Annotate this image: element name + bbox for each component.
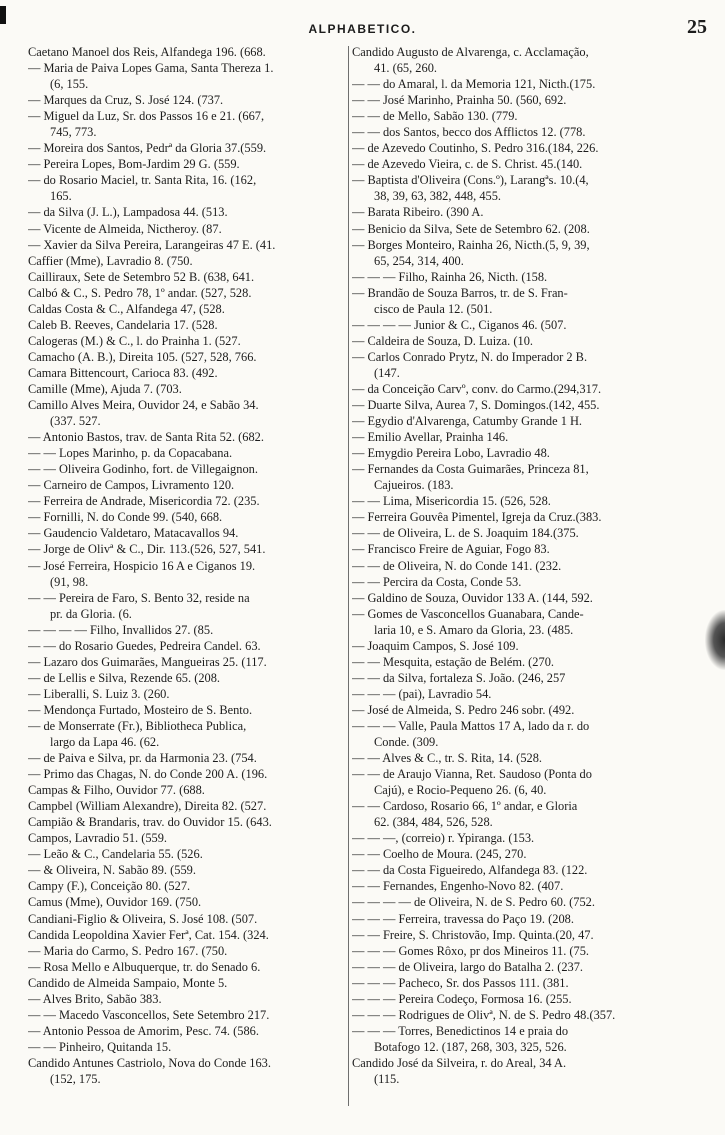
page-edge-mark — [705, 610, 725, 670]
directory-entry-line: — Borges Monteiro, Rainha 26, Nicth.(5, 9, 39, — [352, 237, 590, 252]
directory-entry-line: — Carlos Conrado Prytz, N. do Imperador 2 B. — [352, 349, 588, 364]
directory-entry-line: — Barata Ribeiro. (390 A. — [352, 205, 484, 220]
directory-entry-line: — — — Filho, Rainha 26, Nicth. (158. — [352, 269, 548, 284]
directory-entry-line: — — — Ferreira, travessa do Paço 19. (208. — [352, 911, 574, 926]
directory-entry-line: — — do Amaral, l. da Memoria 121, Nicth.(175. — [352, 77, 596, 92]
directory-entry-line: — — Coelho de Moura. (245, 270. — [352, 847, 527, 862]
directory-entry-line: — Alves Brito, Sabão 383. — [28, 991, 162, 1006]
directory-entry-line: Caleb B. Reeves, Candelaria 17. (528. — [28, 317, 218, 332]
column-divider — [348, 46, 349, 1106]
directory-entry-line: — — — — de Oliveira, N. de S. Pedro 60. (752. — [352, 895, 595, 910]
directory-entry-line: — Moreira dos Santos, Pedrª da Gloria 37.(559. — [28, 141, 267, 156]
directory-entry-line: Camus (Mme), Ouvidor 169. (750. — [28, 895, 202, 910]
directory-entry-line: Campbel (William Alexandre), Direita 82. (527. — [28, 799, 267, 814]
directory-entry-line: — Antonio Pessoa de Amorim, Pesc. 74. (586. — [28, 1023, 259, 1038]
directory-entry-line: Candiani-Figlio & Oliveira, S. José 108. (507. — [28, 911, 258, 926]
directory-entry-line: — Rosa Mello e Albuquerque, tr. do Senado 6. — [28, 959, 261, 974]
directory-entry-line: — Francisco Freire de Aguiar, Fogo 83. — [352, 542, 550, 557]
directory-entry-line: Calbó & C., S. Pedro 78, 1º andar. (527, 528. — [28, 285, 252, 300]
directory-entry-line: Candido de Almeida Sampaio, Monte 5. — [28, 975, 228, 990]
directory-entry-line: — Lazaro dos Guimarães, Mangueiras 25. (117. — [28, 654, 267, 669]
directory-entry-line: — de Azevedo Coutinho, S. Pedro 316.(184, 226. — [352, 141, 599, 156]
directory-entry-line: — Emygdio Pereira Lobo, Lavradio 48. — [352, 446, 550, 461]
directory-entry-continuation: (115. — [374, 1072, 400, 1086]
directory-entry-continuation: 165. — [50, 189, 72, 204]
directory-entry-line: — — de Oliveira, L. de S. Joaquim 184.(375. — [352, 526, 579, 541]
directory-entry-continuation: Cajú), e Rocio-Pequeno 26. (6, 40. — [374, 783, 547, 798]
directory-entry-line: — Mendonça Furtado, Mosteiro de S. Bento. — [28, 702, 253, 717]
directory-entry-line: — — — de Oliveira, largo do Batalha 2. (237. — [352, 959, 584, 974]
directory-entry-line: Campas & Filho, Ouvidor 77. (688. — [28, 783, 205, 798]
directory-entry-line: — Joaquim Campos, S. José 109. — [352, 638, 519, 653]
directory-entry-line: — — Oliveira Godinho, fort. de Villegaignon. — [28, 462, 258, 477]
directory-entry-line: Candido Augusto de Alvarenga, c. Acclamação, — [352, 45, 589, 59]
directory-entry-line: — — Alves & C., tr. S. Rita, 14. (528. — [352, 751, 542, 766]
directory-entry-line: Cailliraux, Sete de Setembro 52 B. (638, 641. — [28, 269, 255, 284]
directory-entry-continuation: 41. (65, 260. — [374, 61, 437, 76]
directory-entry-line: — — — Valle, Paula Mattos 17 A, lado da r. do — [352, 718, 590, 733]
directory-entry-line: — Gomes de Vasconcellos Guanabara, Cande- — [352, 606, 584, 621]
directory-entry-line: — Xavier da Silva Pereira, Larangeiras 47 E. (41. — [28, 237, 276, 252]
directory-entry-continuation: cisco de Paula 12. (501. — [374, 301, 493, 316]
directory-entry-line: — — José Marinho, Prainha 50. (560, 692. — [352, 93, 567, 108]
directory-entry-line: — Fornilli, N. do Conde 99. (540, 668. — [28, 510, 223, 525]
directory-entry-line: Camille (Mme), Ajuda 7. (703. — [28, 381, 182, 396]
directory-entry-line: — — — — Filho, Invallidos 27. (85. — [28, 622, 214, 637]
directory-entry-continuation: laria 10, e S. Amaro da Gloria, 23. (485. — [374, 622, 574, 637]
directory-entry-line: — Liberalli, S. Luiz 3. (260. — [28, 686, 170, 701]
directory-entry-continuation: 745, 773. — [50, 125, 97, 140]
directory-entry-line: — — Percira da Costa, Conde 53. — [352, 574, 522, 589]
directory-entry-line: — José Ferreira, Hospicio 16 A e Ciganos 19. — [28, 558, 256, 573]
directory-entry-continuation: (147. — [374, 365, 400, 380]
directory-entry-line: — Gaudencio Valdetaro, Matacavallos 94. — [28, 526, 239, 541]
directory-entry-line: — Marques da Cruz, S. José 124. (737. — [28, 93, 224, 108]
directory-entry-line: — de Paiva e Silva, pr. da Harmonia 23. (754. — [28, 751, 257, 766]
directory-entry-line: — Benicio da Silva, Sete de Setembro 62. (208. — [352, 221, 590, 236]
left-column — [28, 44, 344, 1087]
directory-entry-line: — & Oliveira, N. Sabão 89. (559. — [28, 863, 196, 878]
directory-entry-line: — Caldeira de Souza, D. Luiza. (10. — [352, 333, 533, 348]
directory-entry-line: — Baptista d'Oliveira (Cons.º), Larangªs. 10.(4, — [352, 173, 589, 188]
directory-entry-line: — — Lopes Marinho, p. da Copacabana. — [28, 446, 233, 461]
directory-entry-line: — — Fernandes, Engenho-Novo 82. (407. — [352, 879, 564, 894]
directory-entry-line: — Brandão de Souza Barros, tr. de S. Fran- — [352, 285, 568, 300]
directory-entry-continuation: Cajueiros. (183. — [374, 478, 454, 493]
directory-entry-line: — — da Silva, fortaleza S. João. (246, 257 — [352, 670, 566, 685]
directory-entry-line: — — da Costa Figueiredo, Alfandega 83. (122. — [352, 863, 588, 878]
directory-entry-continuation: pr. da Gloria. (6. — [50, 606, 132, 621]
directory-entry-continuation: Conde. (309. — [374, 735, 439, 750]
directory-entry-line: — Maria do Carmo, S. Pedro 167. (750. — [28, 943, 228, 958]
directory-entry-line: — — de Oliveira, N. do Conde 141. (232. — [352, 558, 562, 573]
directory-entry-line: Camillo Alves Meira, Ouvidor 24, e Sabão 34. — [28, 398, 259, 413]
directory-entry-line: — Jorge de Olivª & C., Dir. 113.(526, 527, 541. — [28, 542, 266, 557]
directory-entry-line: — — — Torres, Benedictinos 14 e praia do — [352, 1023, 569, 1038]
directory-entry-line: — — —, (correio) r. Ypiranga. (153. — [352, 831, 535, 846]
directory-entry-line: Candida Leopoldina Xavier Ferª, Cat. 154. (324. — [28, 927, 269, 942]
directory-entry-line: — — Pereira de Faro, S. Bento 32, reside na — [28, 590, 250, 605]
directory-entry-line: — Galdino de Souza, Ouvidor 133 A. (144, 592. — [352, 590, 593, 605]
directory-entry-line: — do Rosario Maciel, tr. Santa Rita, 16. (162, — [28, 173, 257, 188]
directory-entry-line: — Pereira Lopes, Bom-Jardim 29 G. (559. — [28, 157, 240, 172]
directory-entry-line: — — Pinheiro, Quitanda 15. — [28, 1039, 172, 1054]
directory-entry-line: — — — Gomes Rôxo, pr dos Mineiros 11. (75. — [352, 943, 590, 958]
directory-entry-line: Calogeras (M.) & C., l. do Prainha 1. (527. — [28, 333, 241, 348]
directory-entry-line: — — dos Santos, becco dos Afflictos 12. (778. — [352, 125, 586, 140]
directory-entry-line: Campião & Brandaris, trav. do Ouvidor 15. (643. — [28, 815, 272, 830]
directory-entry-continuation: 65, 254, 314, 400. — [374, 253, 464, 268]
directory-entry-continuation: 38, 39, 63, 382, 448, 455. — [374, 189, 502, 204]
directory-entry-line: — Ferreira de Andrade, Misericordia 72. (235. — [28, 494, 260, 509]
directory-entry-line: — Maria de Paiva Lopes Gama, Santa Thereza 1. — [28, 61, 274, 76]
directory-entry-line: Caetano Manoel dos Reis, Alfandega 196. (668. — [28, 45, 266, 59]
directory-entry-line: Candido Antunes Castriolo, Nova do Conde 163. — [28, 1055, 271, 1070]
directory-entry-line: — Vicente de Almeida, Nictheroy. (87. — [28, 221, 222, 236]
directory-entry-line: — de Azevedo Vieira, c. de S. Christ. 45.(140. — [352, 157, 583, 172]
directory-entry-line: — Emilio Avellar, Prainha 146. — [352, 430, 509, 445]
directory-entry-line: — Egydio d'Alvarenga, Catumby Grande 1 H. — [352, 414, 583, 429]
directory-entry-continuation: (337. 527. — [50, 414, 101, 429]
directory-entry-line: — de Lellis e Silva, Rezende 65. (208. — [28, 670, 221, 685]
directory-entry-line: Camacho (A. B.), Direita 105. (527, 528, 766. — [28, 349, 257, 364]
directory-entry-line: — — — Rodrigues de Olivª, N. de S. Pedro 48.(357. — [352, 1007, 616, 1022]
directory-entry-line: — Ferreira Gouvêa Pimentel, Igreja da Cruz.(383. — [352, 510, 602, 525]
directory-entry-line: Campy (F.), Conceição 80. (527. — [28, 879, 191, 894]
directory-entry-line: — da Conceição Carvº, conv. do Carmo.(294,317. — [352, 381, 602, 396]
directory-entry-line: — — Macedo Vasconcellos, Sete Setembro 217. — [28, 1007, 270, 1022]
directory-entry-line: — Miguel da Luz, Sr. dos Passos 16 e 21. (667, — [28, 109, 265, 124]
directory-entry-line: — — Lima, Misericordia 15. (526, 528. — [352, 494, 551, 509]
page-number: 25 — [687, 16, 707, 38]
running-header: ALPHABETICO. — [308, 22, 417, 36]
directory-entry-continuation: Botafogo 12. (187, 268, 303, 325, 526. — [374, 1039, 567, 1054]
directory-entry-line: — — Mesquita, estação de Belém. (270. — [352, 654, 554, 669]
directory-entry-line: — — — — Junior & C., Ciganos 46. (507. — [352, 317, 567, 332]
directory-entry-line: Candido José da Silveira, r. do Areal, 34 A. — [352, 1055, 567, 1070]
directory-entry-continuation: 62. (384, 484, 526, 528. — [374, 815, 493, 830]
directory-entry-continuation: (91, 98. — [50, 574, 89, 589]
directory-entry-line: — — — (pai), Lavradio 54. — [352, 686, 492, 701]
directory-entry-line: — Carneiro de Campos, Livramento 120. — [28, 478, 235, 493]
directory-entry-line: — Duarte Silva, Aurea 7, S. Domingos.(142, 455. — [352, 398, 600, 413]
directory-entry-continuation: largo da Lapa 46. (62. — [50, 735, 160, 750]
directory-entry-continuation: (152, 175. — [50, 1072, 101, 1086]
right-column — [352, 44, 674, 1087]
directory-entry-line: Caffier (Mme), Lavradio 8. (750. — [28, 253, 193, 268]
directory-entry-line: — — de Araujo Vianna, Ret. Saudoso (Ponta do — [352, 767, 592, 782]
directory-entry-line: — — Freire, S. Christovão, Imp. Quinta.(20, 47. — [352, 927, 594, 942]
directory-entry-line: — — de Mello, Sabão 130. (779. — [352, 109, 518, 124]
directory-entry-line: — Fernandes da Costa Guimarães, Princeza 81, — [352, 462, 589, 477]
directory-entry-line: — Leão & C., Candelaria 55. (526. — [28, 847, 203, 862]
directory-entry-line: — José de Almeida, S. Pedro 246 sobr. (492. — [352, 702, 575, 717]
directory-entry-line: — de Monserrate (Fr.), Bibliotheca Publica, — [28, 718, 247, 733]
directory-entry-line: — Primo das Chagas, N. do Conde 200 A. (196. — [28, 767, 268, 782]
directory-entry-line: — — — Pereira Codeço, Formosa 16. (255. — [352, 991, 572, 1006]
directory-entry-line: — — do Rosario Guedes, Pedreira Candel. 63. — [28, 638, 261, 653]
directory-entry-line: — — Cardoso, Rosario 66, 1º andar, e Gloria — [352, 799, 578, 814]
directory-entry-continuation: (6, 155. — [50, 77, 89, 92]
directory-entry-line: Caldas Costa & C., Alfandega 47, (528. — [28, 301, 225, 316]
directory-entry-line: — da Silva (J. L.), Lampadosa 44. (513. — [28, 205, 228, 220]
directory-entry-line: — — — Pacheco, Sr. dos Passos 111. (381. — [352, 975, 569, 990]
directory-entry-line: Campos, Lavradio 51. (559. — [28, 831, 168, 846]
directory-entry-line: — Antonio Bastos, trav. de Santa Rita 52. (682. — [28, 430, 264, 445]
directory-entry-line: Camara Bittencourt, Carioca 83. (492. — [28, 365, 218, 380]
